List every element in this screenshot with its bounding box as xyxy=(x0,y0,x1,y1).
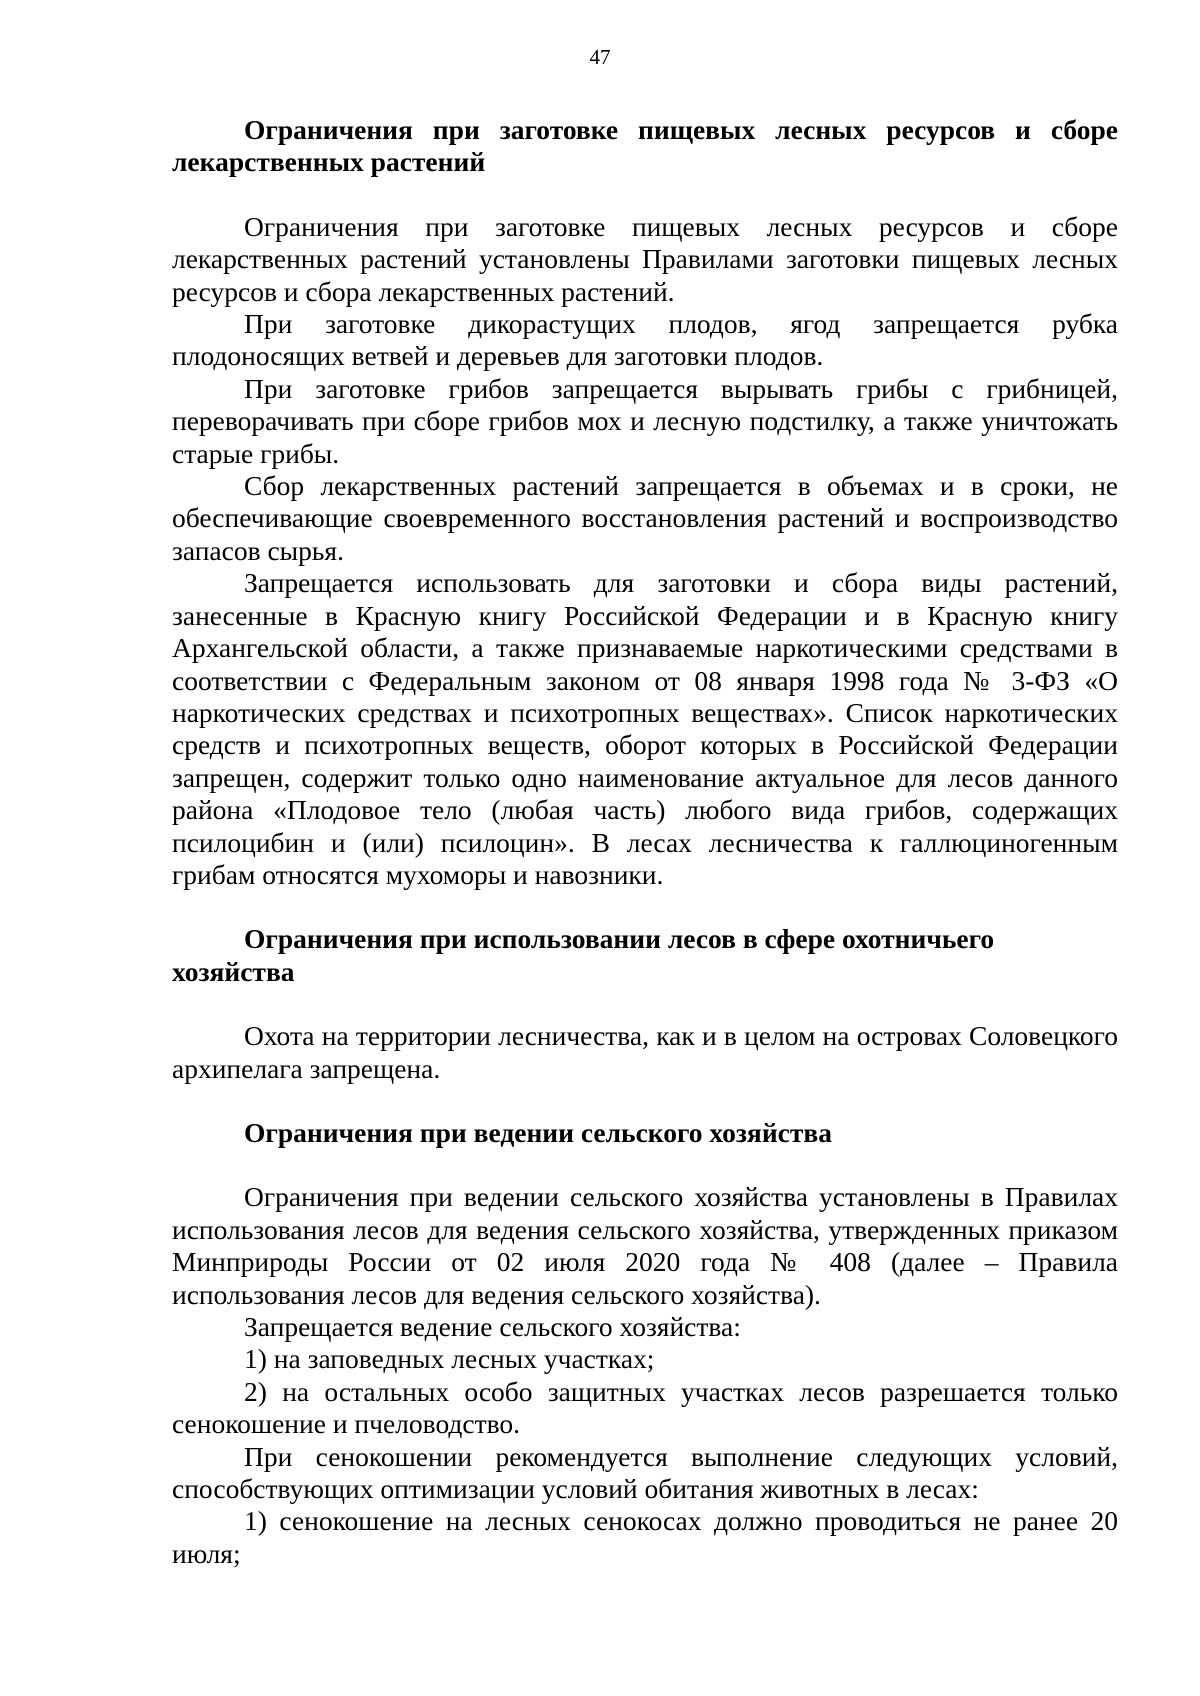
paragraph: При заготовке грибов запрещается вырывать грибы с грибницей, переворачивать при сборе грибов мох и лесную подстилку, а также уничтожать старые грибы. xyxy=(172,372,1118,469)
paragraph: Ограничения при ведении сельского хозяйства установлены в Правилах использования лесов для ведения сельского хозяйства, утвержденных приказом Минприроды России от 02 июля 2020 года № 408 (далее – Правила использования лесов для ведения сельского хозяйства). xyxy=(172,1181,1118,1310)
section-heading-hunting: Ограничения при использовании лесов в сфере охотничьего хозяйства xyxy=(172,923,995,987)
list-item: 1) сенокошение на лесных сенокосах должно проводиться не ранее 20 июля; xyxy=(172,1505,1118,1569)
paragraph: Запрещается использовать для заготовки и сбора виды растений, занесенные в Красную книгу Российской Федерации и в Красную книгу Архангельской области, а также признаваемые наркотическими средствами в соответствии с Федеральным законом от 08 января 1998 года № 3-ФЗ «О наркотических средствах и психотропных веществах». Список наркотических средств и психотропных веществ, оборот которых в Российской Федерации запрещен, содержит только одно наименование актуальное для лесов данного района «Плодовое тело (любая часть) любого вида грибов, содержащих псилоцибин и (или) псилоцин». В лесах лесничества к галлюциногенным грибам относятся мухоморы и навозники. xyxy=(172,567,1118,890)
list-item: 2) на остальных особо защитных участках лесов разрешается только сенокошение и пчеловодство. xyxy=(172,1375,1118,1440)
paragraph: Ограничения при заготовке пищевых лесных ресурсов и сборе лекарственных растений установлены Правилами заготовки пищевых лесных ресурсов и сбора лекарственных растений. xyxy=(172,210,1118,307)
paragraph: Запрещается ведение сельского хозяйства: xyxy=(244,1311,741,1342)
section-heading-agriculture: Ограничения при ведении сельского хозяйства xyxy=(244,1116,832,1148)
paragraph: Охота на территории лесничества, как и в целом на островах Соловецкого архипелага запрещена. xyxy=(172,1020,1118,1084)
document-body xyxy=(172,114,1118,1570)
paragraph: При заготовке дикорастущих плодов, ягод запрещается рубка плодоносящих ветвей и деревьев для заготовки плодов. xyxy=(172,308,1118,372)
list-item: 1) на заповедных лесных участках; xyxy=(244,1343,655,1375)
paragraph: При сенокошении рекомендуется выполнение следующих условий, способствующих оптимизации условий обитания животных в лесах: xyxy=(172,1440,1118,1505)
page-number: 47 xyxy=(589,45,611,69)
section-heading-food-resources: Ограничения при заготовке пищевых лесных ресурсов и сборе лекарственных растений xyxy=(172,114,1118,178)
paragraph: Сбор лекарственных растений запрещается в объемах и в сроки, не обеспечивающие своевременного восстановления растений и воспроизводство запасов сырья. xyxy=(172,470,1118,566)
